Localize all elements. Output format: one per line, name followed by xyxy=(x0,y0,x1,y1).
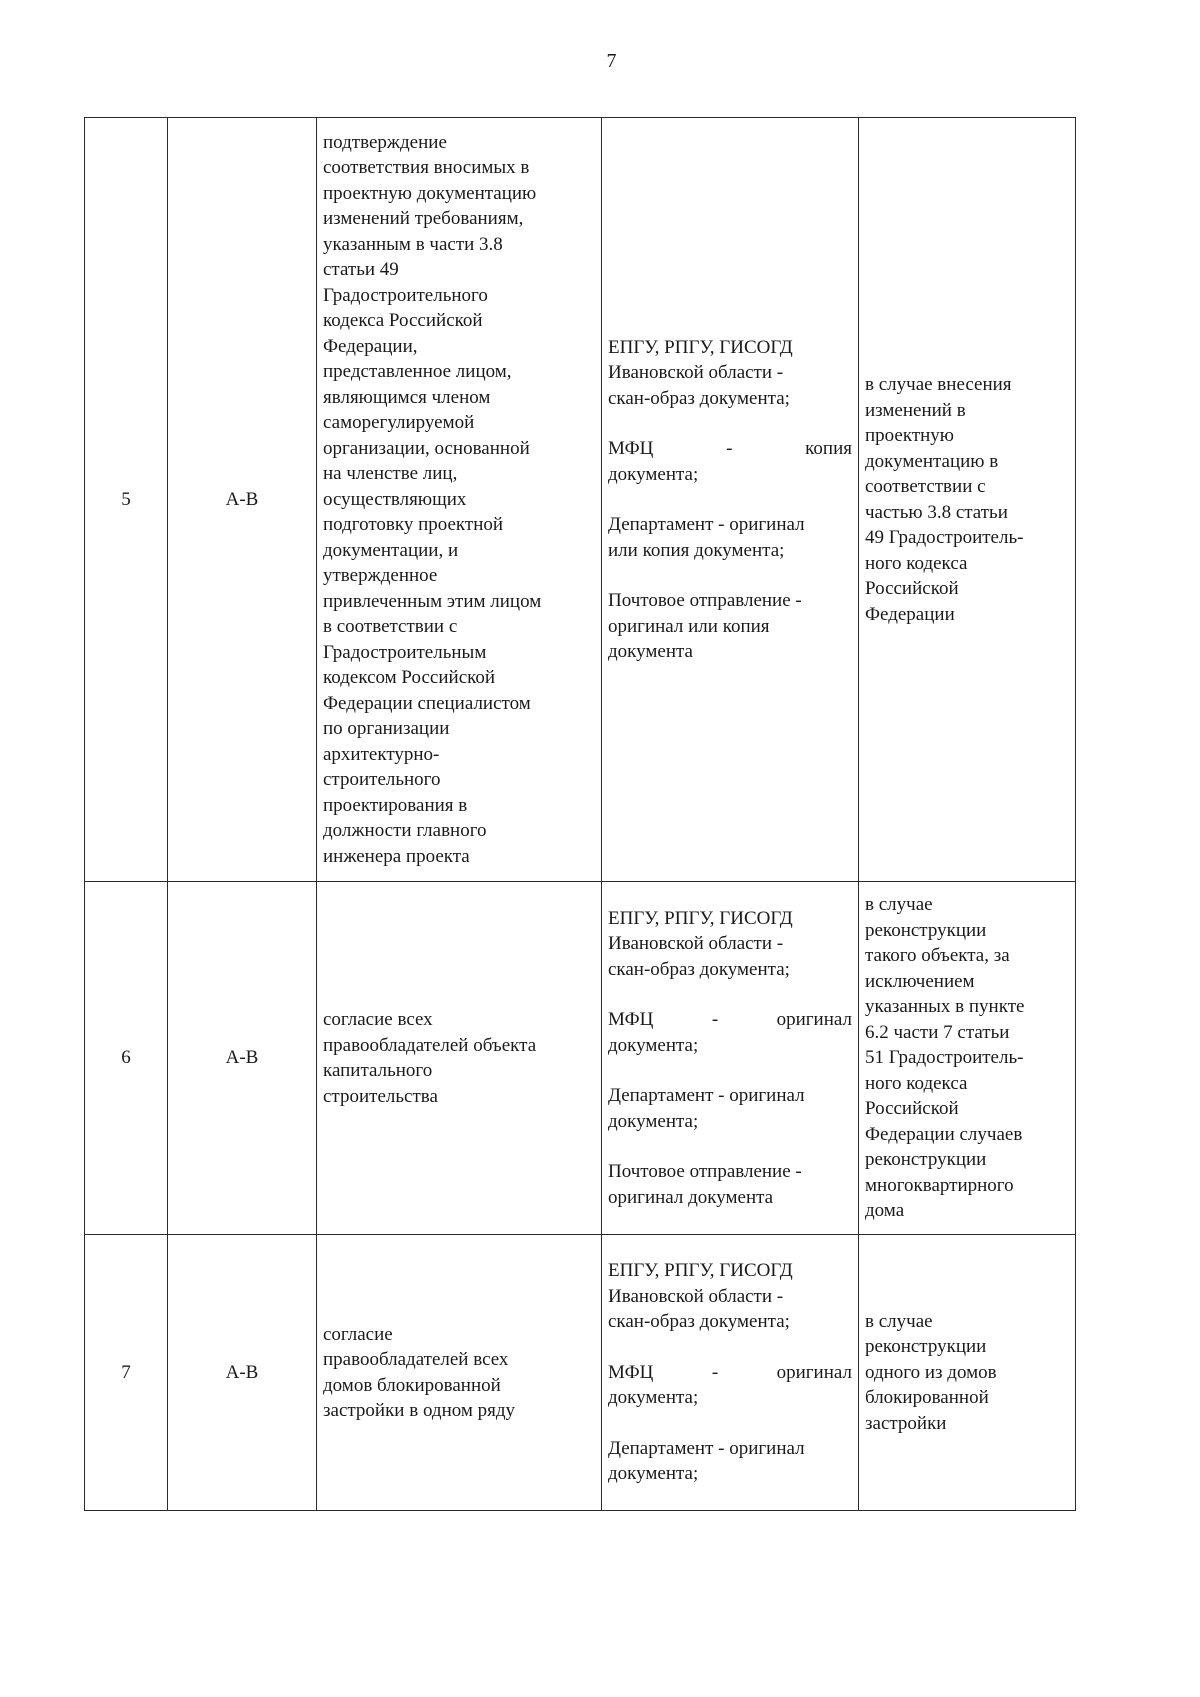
source-right: оригинал xyxy=(776,1361,852,1383)
document-name-cell xyxy=(317,882,602,1235)
source-rest: документа; xyxy=(608,1034,699,1056)
source-mid: - xyxy=(711,1361,719,1383)
document-name-cell xyxy=(317,118,602,882)
row-number-cell xyxy=(85,882,168,1235)
row-number-cell-text: 5 xyxy=(121,488,131,510)
table-row xyxy=(85,1235,1076,1511)
source-entry xyxy=(608,335,852,412)
row-code-cell-text: А-В xyxy=(225,1361,259,1383)
documents-table xyxy=(84,117,1076,1511)
source-rest: оригинал документа xyxy=(608,1186,774,1208)
source-rest: Ивановской области - скан-образ документа; xyxy=(608,1285,790,1333)
row-code-cell-text: А-В xyxy=(225,1047,259,1069)
row-number-cell xyxy=(85,118,168,882)
source-right: копия xyxy=(805,438,852,459)
condition-cell xyxy=(859,1235,1076,1511)
row-number-cell-text: 6 xyxy=(121,1047,131,1069)
source-right: оригинал xyxy=(776,1009,852,1031)
source-entry xyxy=(608,1360,852,1411)
source-spacer xyxy=(608,1411,852,1436)
source-lead: Департамент - оригинал xyxy=(608,1085,805,1107)
source-rest: документа; xyxy=(608,1387,699,1409)
source-rest: документа; xyxy=(608,1463,699,1485)
document-name-cell-text: согласие всех правообладателей объекта капитального строительства xyxy=(323,1009,537,1107)
source-justified-line xyxy=(608,436,852,462)
source-rest: документа; xyxy=(608,463,699,485)
source-left: МФЦ xyxy=(608,1361,654,1383)
row-number-cell xyxy=(85,1235,168,1511)
source-spacer xyxy=(608,1058,852,1083)
table-row xyxy=(85,118,1076,882)
table-body xyxy=(85,118,1076,1511)
row-code-cell xyxy=(168,882,317,1235)
source-lead: ЕПГУ, РПГУ, ГИСОГД xyxy=(608,907,793,929)
source-entry xyxy=(608,588,852,665)
condition-cell xyxy=(859,882,1076,1235)
condition-cell-text: в случае реконструкции такого объекта, за исключением указанных в пункте 6.2 части 7 статьи 51 Градостроитель- ного кодекса Российской Федерации случаев реконструкции многоквартирного дома xyxy=(865,894,1025,1222)
source-left: МФЦ xyxy=(608,438,654,459)
source-entry xyxy=(608,1436,852,1487)
source-lead: Почтовое отправление - xyxy=(608,590,802,611)
source-entry xyxy=(608,436,852,487)
source-lead: Почтовое отправление - xyxy=(608,1161,802,1183)
condition-cell xyxy=(859,118,1076,882)
source-rest: оригинал или копия документа xyxy=(608,615,770,662)
row-code-cell xyxy=(168,1235,317,1511)
page-number: 7 xyxy=(606,50,617,72)
source-spacer xyxy=(608,411,852,436)
condition-cell-text: в случае реконструкции одного из домов блокированной застройки xyxy=(865,1310,997,1434)
source-entry xyxy=(608,512,852,563)
source-cell xyxy=(602,1235,859,1511)
row-number-cell-text: 7 xyxy=(121,1361,131,1383)
row-code-cell xyxy=(168,118,317,882)
source-entry xyxy=(608,906,852,983)
table-row xyxy=(85,882,1076,1235)
source-cell xyxy=(602,118,859,882)
row-code-cell-text: А-В xyxy=(225,488,259,510)
source-rest: документа; xyxy=(608,1110,699,1132)
source-lead: ЕПГУ, РПГУ, ГИСОГД xyxy=(608,1260,793,1282)
source-entry xyxy=(608,1258,852,1335)
source-entry xyxy=(608,1083,852,1134)
source-spacer xyxy=(608,982,852,1007)
document-name-cell-text: подтверждение соответствия вносимых в проектную документацию изменений требованиям, указанным в части 3.8 статьи 49 Градостроительного кодекса Российской Федерации, представленное лицом, являющимся членом саморегулируемой организации, основанной на членстве лиц, осуществляющих подготовку проектной документации, и утвержденное привлеченным этим лицом в соответствии с Градостроительным кодексом Российской Федерации специалистом по организации архитектурно- строительного проектирования в должности главного инженера проекта xyxy=(323,131,542,867)
source-mid: - xyxy=(726,438,733,459)
source-spacer xyxy=(608,563,852,588)
source-mid: - xyxy=(711,1009,719,1031)
source-spacer xyxy=(608,1335,852,1360)
source-rest: Ивановской области - скан-образ документа; xyxy=(608,362,790,409)
document-name-cell xyxy=(317,1235,602,1511)
condition-cell-text: в случае внесения изменений в проектную документацию в соответствии с частью 3.8 статьи 49 Градостроитель- ного кодекса Российской Федерации xyxy=(865,374,1024,625)
source-lead: Департамент - оригинал xyxy=(608,514,805,535)
source-entry xyxy=(608,1159,852,1210)
source-cell xyxy=(602,882,859,1235)
source-rest: или копия документа; xyxy=(608,539,785,561)
source-justified-line xyxy=(608,1007,852,1033)
source-justified-line xyxy=(608,1360,852,1386)
source-left: МФЦ xyxy=(608,1009,654,1031)
document-name-cell-text: согласие правообладателей всех домов блокированной застройки в одном ряду xyxy=(323,1323,516,1421)
source-rest: Ивановской области - скан-образ документа; xyxy=(608,933,790,980)
source-spacer xyxy=(608,487,852,512)
source-lead: ЕПГУ, РПГУ, ГИСОГД xyxy=(608,336,793,358)
source-entry xyxy=(608,1007,852,1058)
source-spacer xyxy=(608,1134,852,1159)
source-lead: Департамент - оригинал xyxy=(608,1437,805,1459)
